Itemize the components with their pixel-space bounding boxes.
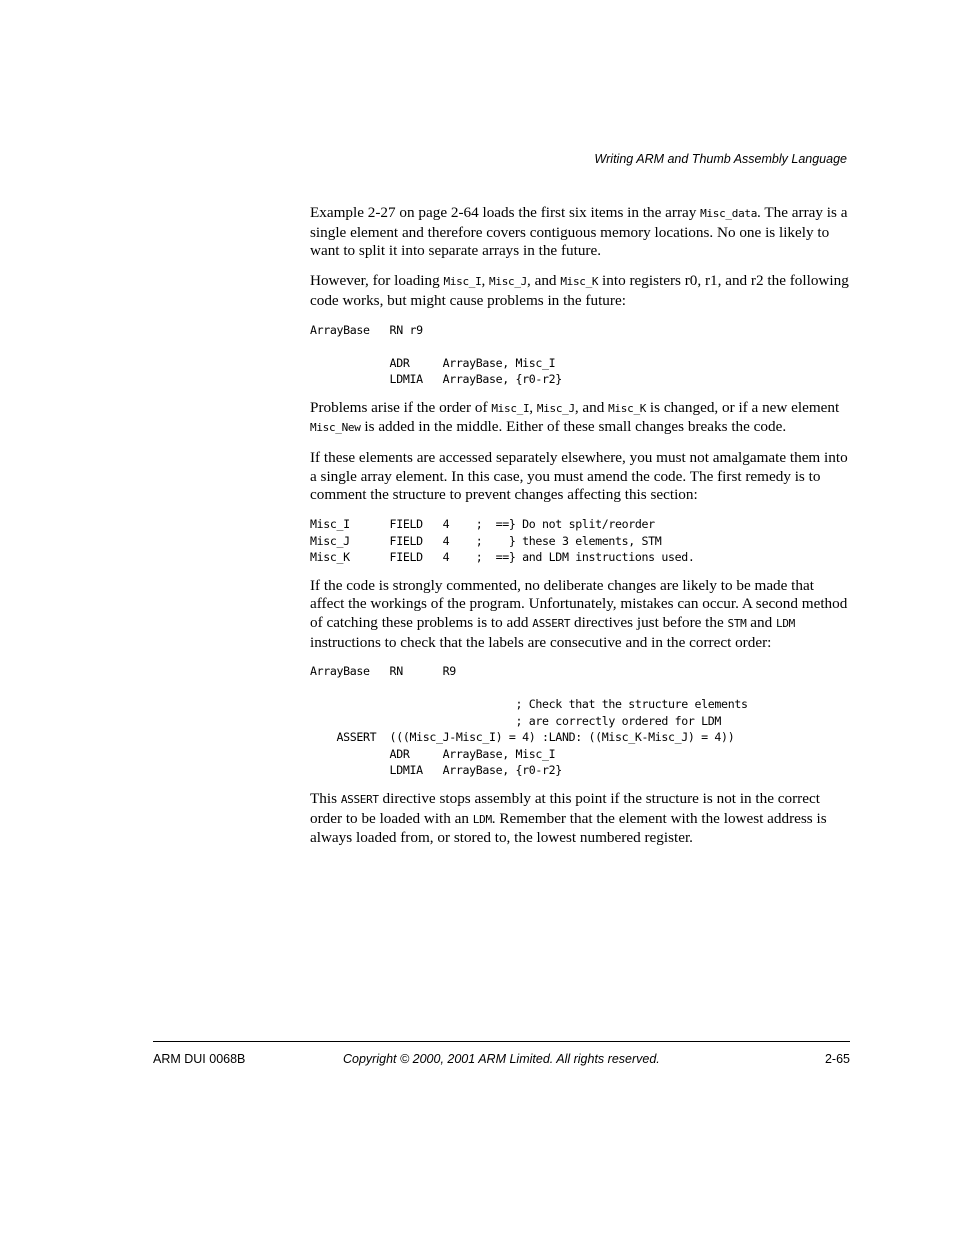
text-run: instructions to check that the labels are consecutive and in the correct order: [310,633,772,651]
text-run: Problems arise if the order of [310,398,492,416]
inline-code: Misc_I [491,401,530,415]
code-block-2 [310,516,850,566]
text-run: and [746,613,777,631]
text-run: If the code is strongly commented, no deliberate changes are likely to be made that affect the workings of the program. Unfortunately, mistakes can occur. A second method of catching these problems is to add [310,576,848,631]
paragraph-3 [310,399,850,438]
page-body [310,204,850,859]
inline-code: Misc_J [489,275,527,289]
paragraph-1 [310,204,850,261]
code-line: Misc_J FIELD 4 ; } these 3 elements, STM [310,533,662,548]
code-line [310,680,850,697]
text-run: directives just before the [570,613,728,631]
document-id: ARM DUI 0068B [153,1052,246,1066]
inline-code: LDM [776,616,795,630]
paragraph-4 [310,449,850,505]
text-run: is changed, or if a new element [646,398,840,416]
text-run: This [310,789,341,807]
code-line: ASSERT (((Misc_J-Misc_I) = 4) :LAND: ((Misc_K-Misc_J) = 4)) [310,730,735,745]
code-line: ArrayBase RN R9 [310,664,456,679]
code-line: ArrayBase RN r9 [310,322,423,337]
inline-code: Misc_J [536,401,575,415]
code-line: Misc_K FIELD 4 ; ==} and LDM instructions used. [310,550,695,565]
text-run: . The array is a single element and therefore covers contiguous memory locations. No one is likely to want to split it into separate arrays in the future. [310,204,848,260]
text-run: , and [574,398,609,416]
code-line: ADR ArrayBase, Misc_I [310,355,556,370]
code-line: ; are correctly ordered for LDM [310,713,722,728]
inline-code: ASSERT [340,792,379,806]
inline-code: Misc_data [700,207,758,220]
text-run: If these elements are accessed separately elsewhere, you must not amalgamate them into a single array element. In this case, you must amend the code. The first remedy is to comment the structure to prevent changes affecting this section: [310,448,848,504]
text-run: Example 2-27 on page 2-64 loads the first six items in the array [310,204,701,221]
inline-code: Misc_I [443,275,482,289]
inline-code: Misc_K [560,275,599,289]
code-block-1 [310,322,850,388]
text-run: However, for loading [310,272,444,290]
text-run: directive stops assembly at this point if the structure is not in the correct order to be loaded with an [310,789,820,827]
text-run: is added in the middle. Either of these small changes breaks the code. [360,418,787,436]
code-line: LDMIA ArrayBase, {r0-r2} [310,372,562,387]
inline-code: STM [727,616,747,630]
inline-code: LDM [472,812,492,826]
footer-divider [153,1041,850,1042]
inline-code: Misc_New [310,421,361,435]
text-run: . Remember that the element with the lowest address is always loaded from, or stored to, the lowest numbered register. [310,809,827,847]
code-line [310,338,850,355]
page-number: 2-65 [824,1052,850,1066]
running-header: Writing ARM and Thumb Assembly Language [594,152,847,166]
text-run: , [481,272,490,290]
text-run: into registers r0, r1, and r2 the following code works, but might cause problems in the future: [310,272,849,309]
copyright-notice: Copyright © 2000, 2001 ARM Limited. All rights reserved. [343,1052,660,1066]
code-line: ADR ArrayBase, Misc_I [310,746,556,761]
paragraph-5 [310,577,850,653]
text-run: , [529,398,537,416]
code-line: Misc_I FIELD 4 ; ==} Do not split/reorder [310,517,655,532]
paragraph-2 [310,272,850,310]
code-block-3 [310,663,850,779]
inline-code: ASSERT [532,616,571,630]
paragraph-6 [310,790,850,848]
text-run: , and [526,272,561,290]
code-line: ; Check that the structure elements [310,697,748,712]
code-line: LDMIA ArrayBase, {r0-r2} [310,763,562,778]
inline-code: Misc_K [608,401,647,415]
